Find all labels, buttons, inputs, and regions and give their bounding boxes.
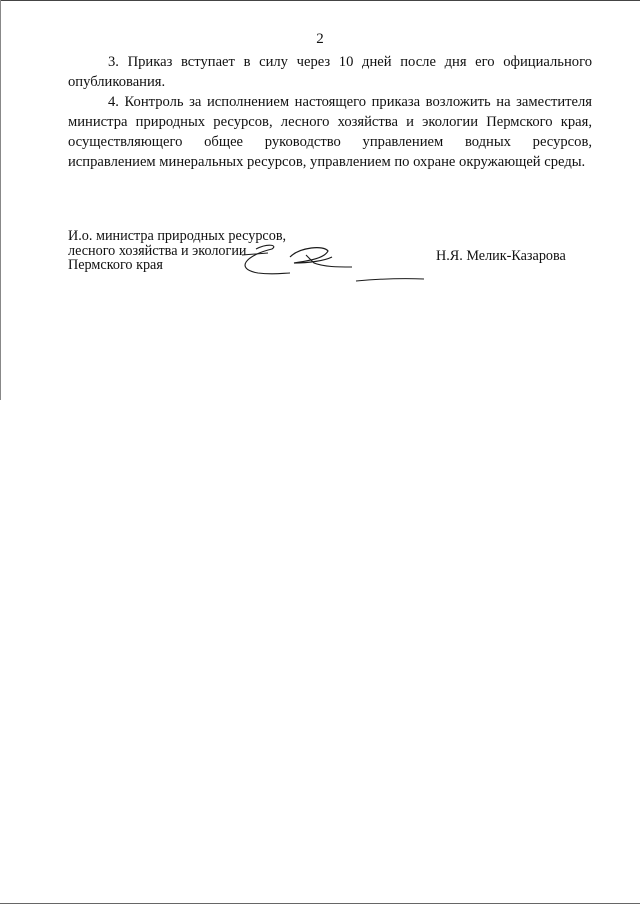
- scan-top-edge: [0, 0, 640, 1]
- scan-left-edge: [0, 0, 1, 400]
- signature-block: [68, 229, 608, 273]
- signer-name: Н.Я. Мелик-Казарова: [436, 248, 566, 264]
- handwritten-signature: [228, 241, 428, 285]
- page-number: 2: [316, 31, 324, 47]
- scan-bottom-edge: [0, 903, 640, 904]
- paragraph-3: 3. Приказ вступает в силу через 10 дней после дня его официального опубликования.: [68, 54, 592, 90]
- signer-title-line-3: Пермского края: [68, 257, 163, 273]
- paragraph-4: 4. Контроль за исполнением настоящего приказа возложить на заместителя министра природных ресурсов, лесного хозяйства и экологии Пермского края, осуществляющего общее руководство управлением водных ресурсов, исправлением минеральных ресурсов, управлением по охране окружающей среды.: [68, 94, 592, 170]
- signer-title-line-2: лесного хозяйства и экологии: [68, 242, 247, 259]
- signer-title-line-1: И.о. министра природных ресурсов,: [68, 228, 287, 244]
- document-body: [68, 52, 592, 172]
